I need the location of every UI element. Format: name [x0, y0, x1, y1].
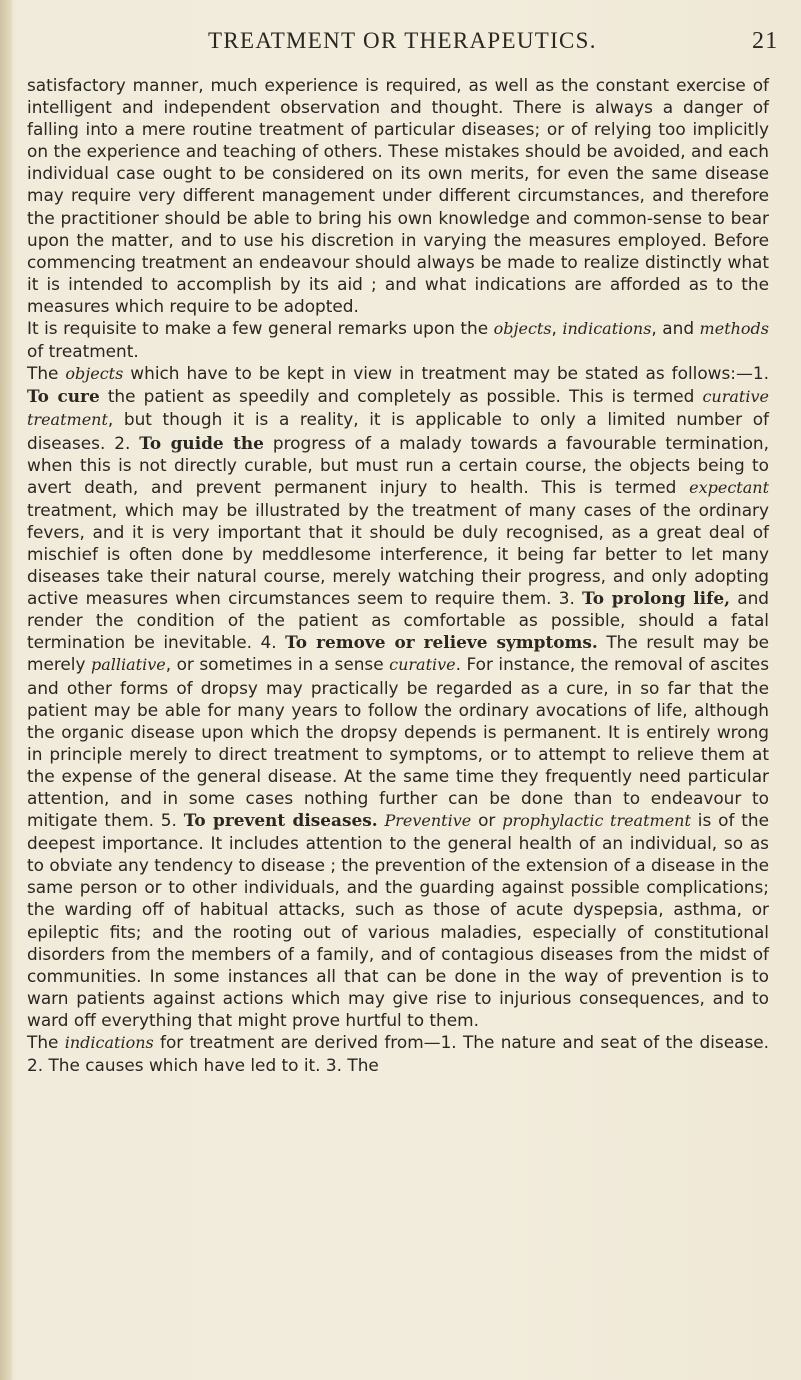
chapter-title: TREATMENT OR THERAPEUTICS. [208, 28, 597, 53]
emphasis-objects: objects [493, 319, 552, 339]
subheading-to-remove-symptoms: To remove or relieve symptoms. [285, 632, 598, 653]
emphasis-palliative: palliative [91, 655, 166, 675]
subheading-to-guide: To guide the [139, 432, 264, 453]
running-head [208, 28, 798, 62]
paragraph-indications: The indications for treatment are derived from—1. The nature and seat of the disease. 2. The causes which have led to it. 3. The [27, 1032, 770, 1076]
emphasis-expectant: expectant [689, 477, 769, 497]
page-number: 21 [752, 28, 779, 54]
paragraph-objects: The objects which have to be kept in view in treatment may be stated as follows:—1. To cure the patient as speedily and completely as possible. This is termed curative treatment, but though it is a reality, it is applicable to only a limited number of diseases. 2. To guide the progress of a malady towards a favourable termination, when this is not directly curable, but must run a certain course, the objects being to avert death, and prevent permanent injury to health. This is termed expectant treatment, which may be illustrated by the treatment of many cases of the ordinary fevers, and it is very important that it should be duly recognised, as a great deal of mischief is often done by meddlesome interference, it being far better to let many diseases take their natural course, merely watching their progress, and only adopting active measures when circumstances seem to require them. 3. To prolong life, and render the condition of the patient as comfortable as possible, should a fatal termination be inevitable. 4. To remove or relieve symptoms. The result may be merely palliative, or sometimes in a sense curative. For instance, the removal of ascites and other forms of dropsy may practically be regarded as a cure, in so far that the patient may be able for many years to follow the ordinary avocations of life, although the organic disease upon which the dropsy depends is permanent. It is entirely wrong in principle merely to direct treatment to symptoms, or to attempt to relieve them at the expense of the general disease. At the same time they frequently need particular attention, and in some cases nothing further can be done than to endeavour to mitigate them. 5. To prevent diseases. Preventive or prophylactic treatment is of the deepest importance. It includes attention to the general health of an individual, so as to obviate any tendency to disease ; the prevention of the extension of a disease in the same person or to other individuals, and the guarding against possible complications; the warding off of habitual attacks, such as those of acute dyspepsia, asthma, or epileptic fits; and the rooting out of various maladies, especially of constitutional disorders from the members of a family, and of contagious diseases from the midst of communities. In some instances all that can be done in the way of prevention is to warn patients against actions which may give rise to injurious consequences, and to ward off everything that might prove hurtful to them. [27, 363, 770, 1030]
emphasis-curative: curative [389, 655, 456, 675]
emphasis-methods: methods [699, 319, 770, 339]
emphasis-preventive: Preventive [384, 811, 472, 831]
book-gutter-shadow [0, 0, 12, 1380]
subheading-to-prolong-life: To prolong life, [582, 588, 730, 609]
emphasis-curative-treatment: curative treatment [27, 387, 769, 430]
paragraph-continuation: satisfactory manner, much experience is required, as well as the constant exercise of intelligent and independent observation and thought. There is always a danger of falling into a mere routine treatment of particular diseases; or of relying too implicitly on the experience and teaching of others. These mistakes should be avoided, and each individual case ought to be considered on its own merits, for even the same disease may require very different management under different circumstances, and therefore the practitioner should be able to bring his own knowledge and common-sense to bear upon the matter, and to use his discretion in varying the measures employed. Before commencing treatment an endeavour should always be made to realize distinctly what it is intended to accomplish by its aid ; and what indications are afforded as to the measures which require to be adopted. [27, 75, 769, 316]
emphasis-indications: indications [562, 319, 652, 339]
emphasis-objects: objects [65, 364, 124, 384]
subheading-to-prevent-diseases: To prevent diseases. [183, 810, 378, 831]
emphasis-indications: indications [64, 1033, 154, 1053]
emphasis-prophylactic-treatment: prophylactic treatment [502, 811, 691, 831]
paragraph-general-remarks: It is requisite to make a few general remarks upon the objects, indications, and methods of treatment. [27, 318, 770, 362]
subheading-to-cure: To cure [27, 386, 100, 407]
body-text [27, 74, 769, 1076]
